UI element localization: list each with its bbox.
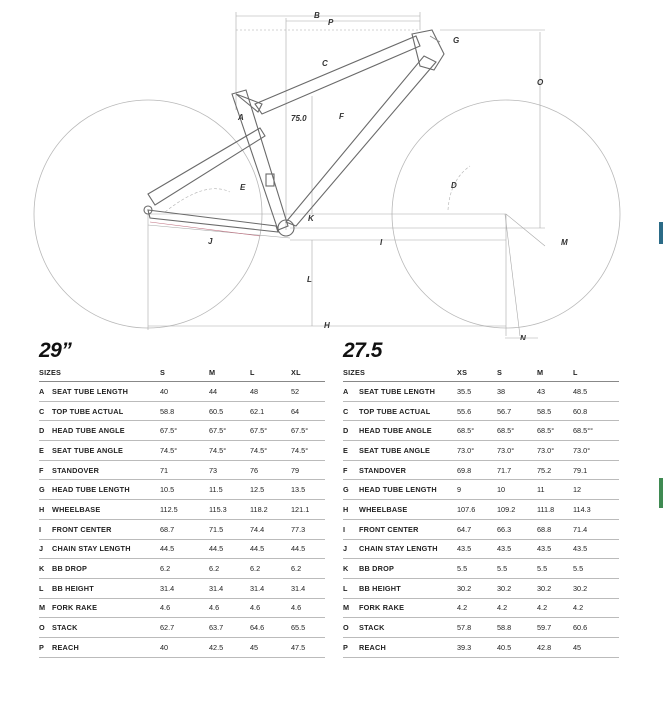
row-value: 4.6 [250, 598, 291, 618]
row-letter: E [39, 441, 52, 461]
row-value: 43.5 [497, 539, 537, 559]
row-label: TOP TUBE ACTUAL [52, 401, 160, 421]
row-value: 58.8 [160, 401, 209, 421]
row-value: 68.5° [457, 421, 497, 441]
row-value: 71.4 [573, 519, 619, 539]
row-label: STANDOVER [52, 460, 160, 480]
row-label: WHEELBASE [52, 500, 160, 520]
label-h: H [324, 321, 330, 330]
row-value: 12.5 [250, 480, 291, 500]
row-value: 67.5° [209, 421, 250, 441]
row-value: 67.5° [250, 421, 291, 441]
row-value: 73.0° [457, 441, 497, 461]
row-value: 40.5 [497, 637, 537, 657]
row-value: 66.3 [497, 519, 537, 539]
row-label: CHAIN STAY LENGTH [52, 539, 160, 559]
size-header: M [209, 364, 250, 382]
row-letter: F [39, 460, 52, 480]
row-value: 118.2 [250, 500, 291, 520]
row-letter: J [343, 539, 359, 559]
row-value: 42.5 [209, 637, 250, 657]
size-header: S [497, 364, 537, 382]
row-label: BB DROP [359, 559, 457, 579]
label-f: F [339, 112, 344, 121]
row-letter: L [343, 578, 359, 598]
table-row [39, 460, 325, 480]
geometry-table-27-5 [343, 338, 619, 658]
row-label: HEAD TUBE ANGLE [52, 421, 160, 441]
row-value: 69.8 [457, 460, 497, 480]
row-letter: I [343, 519, 359, 539]
table-row [39, 598, 325, 618]
bike-frame [144, 30, 444, 236]
row-value: 74.4 [250, 519, 291, 539]
row-value: 5.5 [573, 559, 619, 579]
table-row [39, 559, 325, 579]
label-m: M [561, 238, 568, 247]
row-value: 10.5 [160, 480, 209, 500]
sizes-header: SIZES [39, 364, 160, 382]
row-value: 44.5 [291, 539, 325, 559]
row-value: 10 [497, 480, 537, 500]
row-value: 58.5 [537, 401, 573, 421]
row-value: 77.3 [291, 519, 325, 539]
size-header: M [537, 364, 573, 382]
row-value: 65.5 [291, 618, 325, 638]
size-header: XL [291, 364, 325, 382]
row-value: 71 [160, 460, 209, 480]
row-letter: L [39, 578, 52, 598]
row-value: 6.2 [291, 559, 325, 579]
row-label: SEAT TUBE ANGLE [52, 441, 160, 461]
row-value: 30.2 [537, 578, 573, 598]
row-letter: C [39, 401, 52, 421]
row-letter: H [39, 500, 52, 520]
row-value: 45 [573, 637, 619, 657]
row-value: 74.5° [291, 441, 325, 461]
table-row [343, 441, 619, 461]
row-value: 68.7 [160, 519, 209, 539]
row-label: STACK [52, 618, 160, 638]
row-value: 4.6 [160, 598, 209, 618]
table-title-27-5: 27.5 [343, 339, 382, 362]
row-value: 44.5 [209, 539, 250, 559]
row-value: 79 [291, 460, 325, 480]
table-row [343, 618, 619, 638]
row-value: 6.2 [160, 559, 209, 579]
table-row [343, 519, 619, 539]
label-l: L [307, 275, 312, 284]
row-value: 4.2 [573, 598, 619, 618]
row-label: FRONT CENTER [359, 519, 457, 539]
row-label: FRONT CENTER [52, 519, 160, 539]
row-value: 68.5°° [573, 421, 619, 441]
row-value: 45 [250, 637, 291, 657]
row-value: 48 [250, 382, 291, 402]
row-value: 47.5 [291, 637, 325, 657]
row-label: TOP TUBE ACTUAL [359, 401, 457, 421]
label-e: E [240, 183, 246, 192]
row-value: 64 [291, 401, 325, 421]
row-value: 40 [160, 637, 209, 657]
row-letter: M [39, 598, 52, 618]
table-row [39, 401, 325, 421]
label-b: B [314, 11, 320, 20]
row-value: 107.6 [457, 500, 497, 520]
label-i: I [380, 238, 383, 247]
table-row [39, 480, 325, 500]
table-row [343, 559, 619, 579]
row-value: 11 [537, 480, 573, 500]
row-value: 5.5 [457, 559, 497, 579]
row-value: 4.2 [457, 598, 497, 618]
row-value: 73 [209, 460, 250, 480]
table-title-29: 29” [39, 339, 72, 362]
row-value: 30.2 [573, 578, 619, 598]
table-row [39, 578, 325, 598]
row-value: 58.8 [497, 618, 537, 638]
table-27-5 [343, 364, 619, 658]
row-label: SEAT TUBE LENGTH [359, 382, 457, 402]
row-value: 68.5° [497, 421, 537, 441]
row-label: HEAD TUBE LENGTH [52, 480, 160, 500]
row-value: 52 [291, 382, 325, 402]
row-label: STACK [359, 618, 457, 638]
row-label: CHAIN STAY LENGTH [359, 539, 457, 559]
row-value: 60.8 [573, 401, 619, 421]
table-row [39, 519, 325, 539]
table-row [343, 480, 619, 500]
label-angle: 75.0 [291, 114, 307, 123]
row-letter: F [343, 460, 359, 480]
row-value: 44.5 [250, 539, 291, 559]
size-header: XS [457, 364, 497, 382]
row-value: 112.5 [160, 500, 209, 520]
row-value: 74.5° [250, 441, 291, 461]
row-label: BB DROP [52, 559, 160, 579]
row-label: HEAD TUBE LENGTH [359, 480, 457, 500]
row-value: 73.0° [537, 441, 573, 461]
label-n: N [520, 334, 526, 340]
row-value: 30.2 [457, 578, 497, 598]
row-value: 30.2 [497, 578, 537, 598]
row-letter: P [39, 637, 52, 657]
row-label: REACH [359, 637, 457, 657]
row-letter: I [39, 519, 52, 539]
row-value: 4.6 [291, 598, 325, 618]
row-value: 13.5 [291, 480, 325, 500]
table-row [343, 421, 619, 441]
row-value: 71.5 [209, 519, 250, 539]
header-row [39, 364, 325, 382]
row-letter: P [343, 637, 359, 657]
header-row [343, 364, 619, 382]
row-letter: A [343, 382, 359, 402]
row-value: 111.8 [537, 500, 573, 520]
table-row [39, 637, 325, 657]
row-value: 73.0° [573, 441, 619, 461]
label-a: A [238, 113, 244, 122]
row-value: 44 [209, 382, 250, 402]
table-row [343, 460, 619, 480]
sizes-header: SIZES [343, 364, 457, 382]
row-value: 71.7 [497, 460, 537, 480]
row-value: 31.4 [209, 578, 250, 598]
row-value: 60.5 [209, 401, 250, 421]
row-label: WHEELBASE [359, 500, 457, 520]
row-value: 43.5 [457, 539, 497, 559]
row-label: REACH [52, 637, 160, 657]
row-letter: D [343, 421, 359, 441]
dimension-lines [148, 12, 545, 338]
row-value: 60.6 [573, 618, 619, 638]
table-row [343, 382, 619, 402]
row-letter: G [343, 480, 359, 500]
geometry-svg [0, 0, 663, 340]
row-value: 4.6 [209, 598, 250, 618]
row-label: SEAT TUBE ANGLE [359, 441, 457, 461]
row-value: 12 [573, 480, 619, 500]
table-row [343, 401, 619, 421]
row-value: 109.2 [497, 500, 537, 520]
row-label: FORK RAKE [52, 598, 160, 618]
row-value: 57.8 [457, 618, 497, 638]
row-value: 5.5 [537, 559, 573, 579]
row-value: 55.6 [457, 401, 497, 421]
table-row [343, 539, 619, 559]
label-c: C [322, 59, 328, 68]
row-value: 4.2 [537, 598, 573, 618]
row-value: 74.5° [209, 441, 250, 461]
row-letter: K [39, 559, 52, 579]
row-letter: E [343, 441, 359, 461]
row-value: 38 [497, 382, 537, 402]
table-29 [39, 364, 325, 658]
row-value: 79.1 [573, 460, 619, 480]
table-row [39, 500, 325, 520]
row-value: 67.5° [291, 421, 325, 441]
row-value: 31.4 [160, 578, 209, 598]
row-value: 39.3 [457, 637, 497, 657]
size-header: S [160, 364, 209, 382]
row-value: 73.0° [497, 441, 537, 461]
row-value: 44.5 [160, 539, 209, 559]
row-label: FORK RAKE [359, 598, 457, 618]
row-value: 76 [250, 460, 291, 480]
row-value: 114.3 [573, 500, 619, 520]
row-value: 43.5 [537, 539, 573, 559]
row-label: BB HEIGHT [359, 578, 457, 598]
row-value: 56.7 [497, 401, 537, 421]
row-value: 5.5 [497, 559, 537, 579]
table-row [39, 421, 325, 441]
table-row [39, 539, 325, 559]
label-j: J [208, 237, 213, 246]
row-letter: A [39, 382, 52, 402]
row-letter: M [343, 598, 359, 618]
label-d: D [451, 181, 457, 190]
row-value: 121.1 [291, 500, 325, 520]
row-value: 64.7 [457, 519, 497, 539]
size-header: L [250, 364, 291, 382]
label-p: P [328, 18, 334, 27]
row-value: 48.5 [573, 382, 619, 402]
row-value: 59.7 [537, 618, 573, 638]
table-row [39, 441, 325, 461]
label-g: G [453, 36, 460, 45]
row-letter: G [39, 480, 52, 500]
bike-geometry-diagram [0, 0, 663, 340]
edge-strip-bottom [659, 478, 663, 508]
row-letter: K [343, 559, 359, 579]
row-value: 68.5° [537, 421, 573, 441]
row-value: 74.5° [160, 441, 209, 461]
row-value: 62.7 [160, 618, 209, 638]
table-row [343, 500, 619, 520]
label-o: O [537, 78, 544, 87]
size-header: L [573, 364, 619, 382]
row-letter: O [343, 618, 359, 638]
row-letter: J [39, 539, 52, 559]
row-letter: D [39, 421, 52, 441]
table-row [343, 637, 619, 657]
label-k: K [308, 214, 314, 223]
table-row [343, 578, 619, 598]
geometry-table-29 [39, 338, 325, 658]
table-row [343, 598, 619, 618]
row-value: 9 [457, 480, 497, 500]
row-value: 68.8 [537, 519, 573, 539]
row-value: 64.6 [250, 618, 291, 638]
row-value: 6.2 [250, 559, 291, 579]
row-value: 31.4 [250, 578, 291, 598]
row-value: 75.2 [537, 460, 573, 480]
table-row [39, 382, 325, 402]
row-value: 40 [160, 382, 209, 402]
row-letter: H [343, 500, 359, 520]
row-value: 11.5 [209, 480, 250, 500]
row-value: 31.4 [291, 578, 325, 598]
row-value: 43 [537, 382, 573, 402]
row-value: 42.8 [537, 637, 573, 657]
row-letter: C [343, 401, 359, 421]
row-value: 35.5 [457, 382, 497, 402]
row-value: 43.5 [573, 539, 619, 559]
row-value: 63.7 [209, 618, 250, 638]
row-value: 4.2 [497, 598, 537, 618]
row-value: 62.1 [250, 401, 291, 421]
row-value: 6.2 [209, 559, 250, 579]
row-value: 115.3 [209, 500, 250, 520]
row-label: BB HEIGHT [52, 578, 160, 598]
row-label: HEAD TUBE ANGLE [359, 421, 457, 441]
row-value: 67.5° [160, 421, 209, 441]
row-label: STANDOVER [359, 460, 457, 480]
row-label: SEAT TUBE LENGTH [52, 382, 160, 402]
table-row [39, 618, 325, 638]
row-letter: O [39, 618, 52, 638]
